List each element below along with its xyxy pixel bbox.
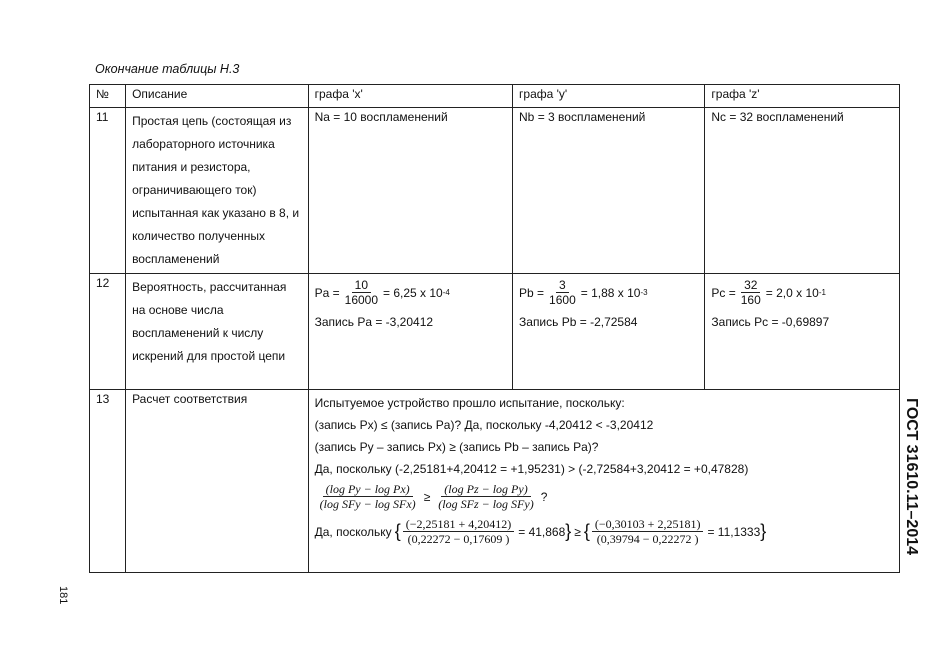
criterion-frac-1-den: (log SFy − log SFx) bbox=[319, 497, 416, 511]
calc-frac-1 bbox=[403, 517, 515, 546]
table-row-13 bbox=[90, 390, 900, 573]
pb-rhs: = 1,88 x 10 bbox=[580, 285, 641, 300]
pc-fraction bbox=[738, 278, 764, 307]
header-z: графа 'z' bbox=[705, 85, 900, 108]
row13-calc-formula: Да, поскольку { $\frac{(-2,25181 + 4,20412)}{(0,22272 - 0,17609 )}$ = 41,868 } ≥ { $\frac{(-0,30103 + 2,25181)}{(0,39794 - 0,22272 )}$ = 11,1333 } bbox=[314, 517, 767, 546]
calc-frac-1-den: (0,22272 − 0,17609 ) bbox=[407, 532, 510, 546]
pb-exp: -3 bbox=[640, 288, 648, 297]
pc-log: Запись Pc = -0,69897 bbox=[711, 315, 830, 329]
pa-exp: -4 bbox=[442, 288, 450, 297]
row11-z: Nc = 32 воспламенений bbox=[705, 108, 900, 274]
row13-line2: (запись Px) ≤ (запись Pa)? Да, поскольку -4,20412 < -3,20412 bbox=[314, 418, 654, 432]
pc-rhs: = 2,0 x 10 bbox=[765, 285, 819, 300]
page-number: 181 bbox=[57, 586, 69, 605]
row12-no: 12 bbox=[90, 274, 126, 390]
criterion-question: ? bbox=[540, 489, 548, 504]
row12-x bbox=[308, 274, 512, 390]
pa-rhs: = 6,25 x 10 bbox=[383, 285, 443, 300]
pa-lhs: Pa = bbox=[314, 285, 340, 300]
table-row-11 bbox=[90, 108, 900, 274]
calc-frac-2 bbox=[592, 517, 704, 546]
pa-fraction bbox=[342, 278, 381, 307]
row13-criterion-formula bbox=[315, 482, 893, 511]
pc-den: 160 bbox=[740, 293, 761, 307]
pb-num: 3 bbox=[556, 278, 569, 293]
table-caption: Окончание таблицы Н.3 bbox=[95, 62, 240, 76]
row13-line4: Да, поскольку (-2,25181+4,20412 = +1,95231) > (-2,72584+3,20412 = +0,47828) bbox=[314, 462, 749, 476]
criterion-frac-2-den: (log SFz − log SFy) bbox=[438, 497, 534, 511]
pa-num: 10 bbox=[352, 278, 371, 293]
row13-line1: Испытуемое устройство прошло испытание, поскольку: bbox=[314, 396, 625, 410]
row12-z bbox=[705, 274, 900, 390]
row13-no: 13 bbox=[90, 390, 126, 573]
row13-content bbox=[308, 390, 899, 573]
row13-desc: Расчет соответствия bbox=[126, 390, 309, 573]
calc-result-2: = 11,1333 bbox=[707, 524, 761, 539]
pc-num: 32 bbox=[741, 278, 760, 293]
row13-line3: (запись Py – запись Px) ≥ (запись Pb – запись Pa)? bbox=[314, 440, 599, 454]
header-x: графа 'x' bbox=[308, 85, 512, 108]
header-desc: Описание bbox=[126, 85, 309, 108]
calc-result-1: = 41,868 bbox=[518, 524, 566, 539]
criterion-ge: ≥ bbox=[423, 489, 431, 504]
table-row-12 bbox=[90, 274, 900, 390]
criterion-frac-2-num: (log Pz − log Py) bbox=[441, 482, 530, 497]
pb-fraction bbox=[546, 278, 579, 307]
criterion-frac-1-num: (log Py − log Px) bbox=[323, 482, 413, 497]
pb-den: 1600 bbox=[549, 293, 576, 307]
row11-x: Na = 10 воспламенений bbox=[308, 108, 512, 274]
calc-ge: ≥ bbox=[574, 524, 581, 539]
data-table bbox=[89, 84, 900, 573]
header-no: № bbox=[90, 85, 126, 108]
pc-lhs: Pc = bbox=[711, 285, 736, 300]
row11-no: 11 bbox=[90, 108, 126, 274]
calc-frac-2-den: (0,39794 − 0,22272 ) bbox=[596, 532, 699, 546]
pb-log: Запись Pb = -2,72584 bbox=[519, 315, 638, 329]
criterion-frac-1 bbox=[317, 482, 419, 511]
standard-title: ГОСТ 31610.11–2014 bbox=[903, 398, 920, 556]
row12-y bbox=[513, 274, 705, 390]
header-y: графа 'y' bbox=[513, 85, 705, 108]
pa-den: 16000 bbox=[344, 293, 379, 307]
row11-desc: Простая цепь (состоящая из лабораторного источника питания и резистора, ограничивающего ток) испытанная как указано в 8, и количество полученных воспламенений bbox=[126, 108, 309, 274]
table-header-row bbox=[90, 85, 900, 108]
calc-frac-1-num: (−2,25181 + 4,20412) bbox=[403, 517, 515, 532]
criterion-frac-2 bbox=[435, 482, 536, 511]
calc-frac-2-num: (−0,30103 + 2,25181) bbox=[592, 517, 704, 532]
row12-desc: Вероятность, рассчитанная на основе числа воспламенений к числу искрений для простой цепи bbox=[126, 274, 309, 390]
pa-log: Запись Pa = -3,20412 bbox=[314, 315, 434, 329]
calc-lead: Да, поскольку bbox=[314, 524, 392, 539]
row11-y: Nb = 3 воспламенений bbox=[513, 108, 705, 274]
pb-lhs: Pb = bbox=[519, 285, 545, 300]
pc-exp: -1 bbox=[818, 288, 826, 297]
